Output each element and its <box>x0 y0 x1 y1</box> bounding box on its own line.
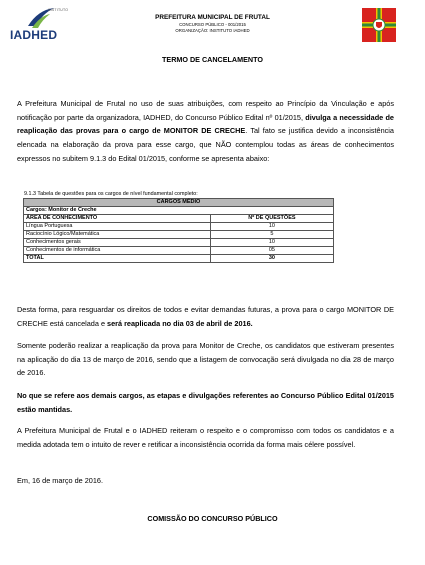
table-caption: 9.1.3 Tabela de questões para os cargos de nível fundamental completo: <box>24 191 198 197</box>
column-header-area: ÁREA DE CONHECIMENTO <box>24 215 211 223</box>
iadhed-logo <box>10 6 72 46</box>
intro-text-a: A Prefeitura Municipal de Frutal no uso de suas atribuições, com respeito ao Princípio da Vinculação e após notificação por parte da organizadora, IADHED, do Concurso Público Edital nº 01/2015, <box>17 99 394 122</box>
intro-text-bold: divulga a necessidade de reaplicação das provas para o cargo de MONITOR DE CRECHE <box>17 112 394 136</box>
municipal-flag-icon <box>362 8 396 42</box>
area-cell: Língua Portuguesa <box>24 223 211 231</box>
num-cell: 10 <box>210 239 333 247</box>
table-row <box>24 231 334 239</box>
paragraph-other-cargos: No que se refere aos demais cargos, as etapas e divulgações referentes ao Concurso Público Edital 01/2015 estão mantidas. <box>17 391 394 414</box>
num-cell: 5 <box>210 231 333 239</box>
logo-text: IADHED <box>10 28 58 42</box>
num-cell: 10 <box>210 223 333 231</box>
header-line-3: ORGANIZAÇÃO: INSTITUTO IADHED <box>175 27 250 33</box>
logo-small-text: INSTITUTO <box>48 8 69 12</box>
table-row <box>24 223 334 231</box>
paragraph-commitment: A Prefeitura Municipal de Frutal e o IADHED reiteram o respeito e o compromisso com todos os candidatos e a medida adotada tem o intuito de rever e retificar a inconsistência ocorrida da forma mais célere possível. <box>17 426 394 449</box>
column-header-row <box>24 215 334 223</box>
num-cell: 05 <box>210 247 333 255</box>
signature-commission: COMISSÃO DO CONCURSO PÚBLICO <box>147 514 278 523</box>
column-header-num: Nº DE QUESTÕES <box>210 215 333 223</box>
paragraph-eligibility: Somente poderão realizar a reaplicação da prova para Monitor de Creche, os candidatos que estiveram presentes na aplicação do dia 13 de março de 2016, sendo que a listagem de convocação será divulgada no dia 28 de março de 2016. <box>17 341 394 378</box>
header-line-2: CONCURSO PÚBLICO - 001/2015 <box>179 22 246 27</box>
area-cell: Conhecimentos de informática <box>24 247 211 255</box>
band-cell: CARGOS MÉDIO <box>24 199 334 207</box>
cargo-row <box>24 207 334 215</box>
cancellation-date-bold: será reaplicada no dia 03 de abril de 2016. <box>107 318 253 328</box>
table-row <box>24 247 334 255</box>
table-row <box>24 239 334 247</box>
paragraph-intro <box>17 97 394 166</box>
total-row <box>24 255 334 263</box>
document-header <box>110 14 315 33</box>
area-cell: Raciocínio Lógico/Matemática <box>24 231 211 239</box>
cargo-cell: Cargos: Monitor de Creche <box>24 207 334 215</box>
area-cell: Conhecimentos gerais <box>24 239 211 247</box>
document-title: TERMO DE CANCELAMENTO <box>162 55 263 64</box>
header-title: PREFEITURA MUNICIPAL DE FRUTAL <box>155 14 270 21</box>
total-num-cell: 30 <box>210 255 333 263</box>
questions-table <box>23 198 334 263</box>
total-label-cell: TOTAL <box>24 255 211 263</box>
cancellation-text: Desta forma, para resguardar os direitos de todos e evitar demandas futuras, a prova para o cargo MONITOR DE CRECHE está cancelada e <box>17 305 394 328</box>
date-line: Em, 16 de março de 2016. <box>17 476 103 485</box>
table-band-row <box>24 199 334 207</box>
paragraph-cancellation <box>17 303 394 330</box>
intro-text-c: . Tal fato se justifica devido a inconsistência elencada na elaboração da prova para esse cargo, que NÃO contemplou todas as áreas de conhecimentos expressos no subitem 9.1.3 do Edital 01/2015, conforme se apresenta abaixo: <box>17 126 394 163</box>
